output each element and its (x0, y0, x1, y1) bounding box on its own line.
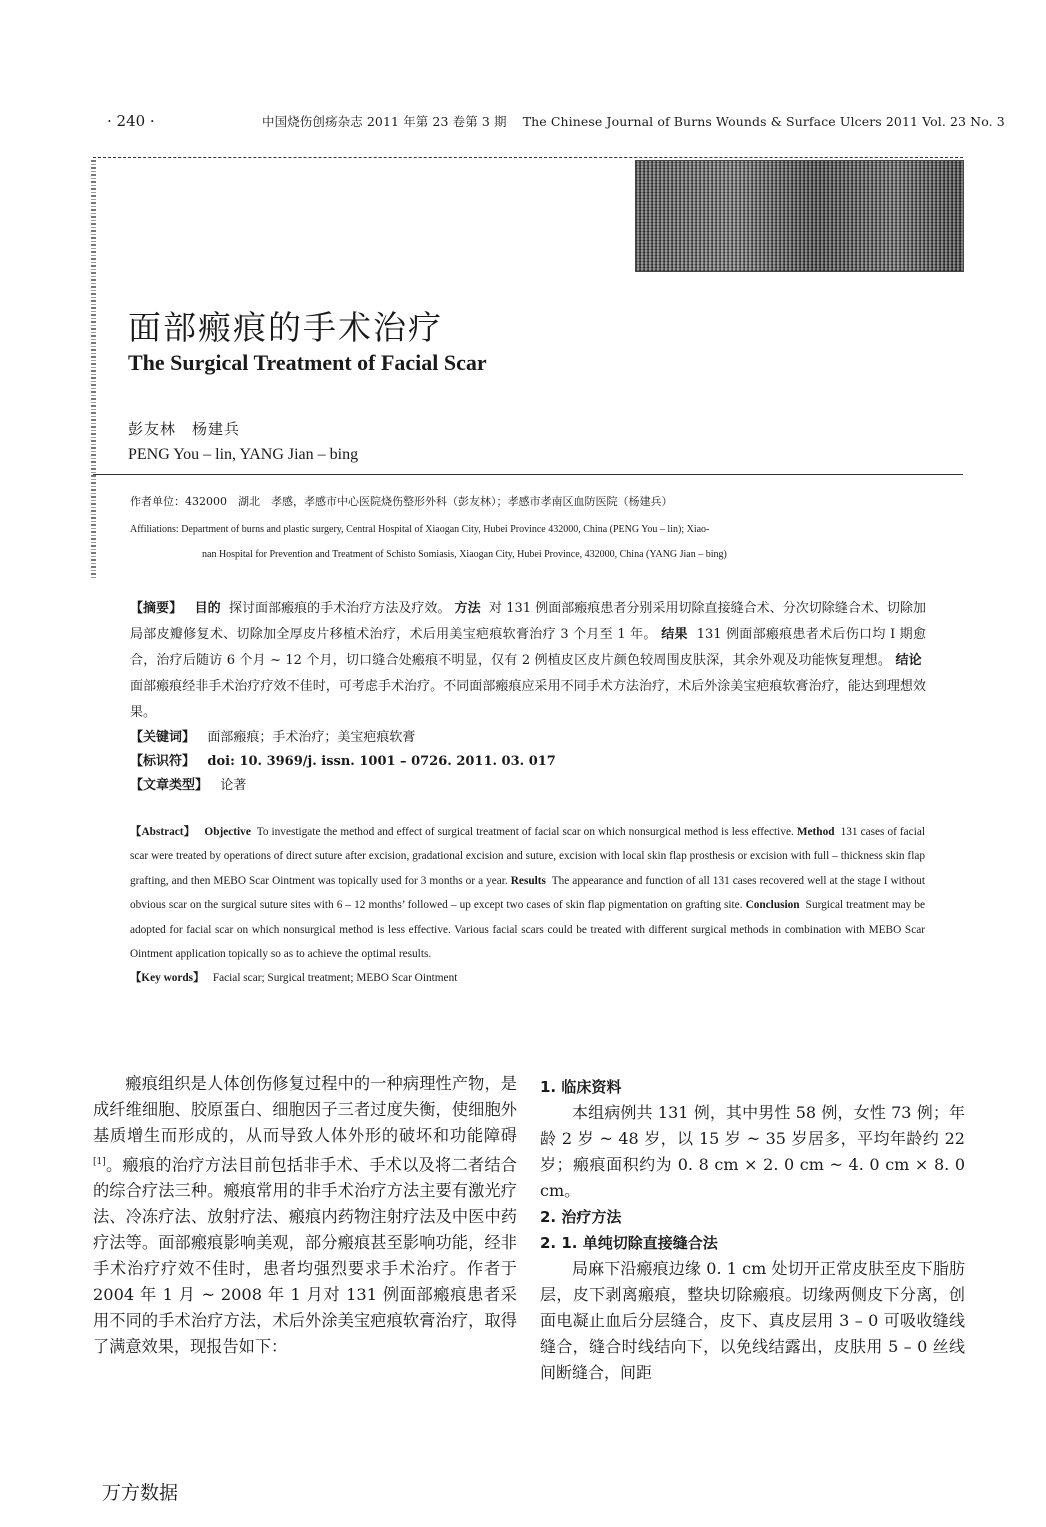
results-text-en: The appearance and function of all 131 cases recovered well at the stage I without obvious scar on the surgical suture sites with 6 – 12 months’ followed – up except two cases of skin flap pigmentation on grafting site. (130, 874, 926, 912)
affiliation-en-line2: nan Hospital for Prevention and Treatment of Schisto Somiasis, Xiaogan City, Hubei Province, 432000, China (YANG Jian – bing) (202, 549, 727, 560)
results-text-cn: 131 例面部瘢痕患者术后伤口均 I 期愈合，治疗后随访 6 个月 ~ 12 个月，切口缝合处瘢痕不明显，仅有 2 例植皮区皮片颜色较周围皮肤深，其余外观及功能恢复理想。 (130, 627, 926, 668)
page-number: · 240 · (107, 112, 155, 130)
abstract-en-label: 【Abstract】 (130, 826, 196, 838)
doi-value: doi: 10. 3969/j. issn. 1001 – 0726. 2011. 03. 017 (207, 754, 556, 769)
keywords-cn: 面部瘢痕；手术治疗；美宝疤痕软膏 (207, 730, 416, 745)
section-heading-2: 2. 治疗方法 (540, 1208, 622, 1226)
method-paragraph: 局麻下沿瘢痕边缘 0. 1 cm 处切开正常皮肤至皮下脂肪层，皮下剥离瘢痕，整块切除瘢痕。切缘两侧皮下分离，创面电凝止血后分层缝合，皮下、真皮层用 3 – 0 可吸收缝线缝合，缝合时线结向下，以免线结露出，皮肤用 5 – 0 丝线间断缝合，间距 (540, 1259, 965, 1382)
header-rule (93, 157, 963, 158)
objective-text-en: To investigate the method and effect of surgical treatment of facial scar on which nonsurgical method is less effective. (256, 826, 794, 838)
clinical-data-paragraph: 本组病例共 131 例，其中男性 58 例，女性 73 例；年龄 2 岁 ~ 48 岁，以 15 岁 ~ 35 岁居多，平均年龄约 22 岁；瘢痕面积约为 0. 8 cm × 2. 0 cm ~ 4. 0 cm × 8. 0 cm。 (540, 1103, 965, 1200)
objective-label-en: Objective (204, 826, 251, 838)
article-type-label: 【文章类型】 (130, 778, 209, 793)
method-text-en: 131 cases of facial scar were treated by operations of direct suture after excision, gradational excision and suture, excision with local skin flap prosthesis or excision with full – thickness skin flap grafting, and then MEBO Scar Ointment was topically used for 3 months or a year. (130, 826, 925, 887)
watermark-text: 万方数据 (102, 1482, 179, 1504)
article-title-cn: 面部瘢痕的手术治疗 (128, 308, 443, 347)
doi-label: 【标识符】 (130, 754, 196, 769)
running-header (262, 112, 1005, 130)
decorative-banner-image (635, 160, 964, 272)
body-column-left (93, 1071, 517, 1360)
abstract-en-body (130, 820, 925, 966)
authors-en: PENG You – lin, YANG Jian – bing (128, 446, 359, 463)
section-heading-1: 1. 临床资料 (540, 1078, 622, 1096)
affiliation-cn: 作者单位：432000 湖北 孝感，孝感市中心医院烧伤整形外科（彭友林）；孝感市孝南区血防医院（杨建兵） (130, 495, 673, 508)
section-heading-2-1: 2. 1. 单纯切除直接缝合法 (540, 1234, 718, 1252)
authors-cn: 彭友林 杨建兵 (128, 420, 241, 438)
abstract-cn-body (130, 596, 926, 726)
conclusion-label-cn: 结论 (895, 653, 922, 668)
abstract-en (130, 820, 925, 991)
abstract-cn-label: 【摘要】 (130, 601, 183, 616)
keywords-en: Facial scar; Surgical treatment; MEBO Scar Ointment (212, 972, 458, 985)
intro-text-b: 。瘢痕的治疗方法目前包括非手术、手术以及将二者结合的综合疗法三种。瘢痕常用的非手术治疗方法主要有激光疗法、冷冻疗法、放射疗法、瘢痕内药物注射疗法及中医中药疗法等。面部瘢痕影响美观，部分瘢痕甚至影响功能，经非手术治疗疗效不佳时，患者均强烈要求手术治疗。作者于 2004 年 1 月 ~ 2008 年 1 月对 131 例面部瘢痕患者采用不同的手术治疗方法，术后外涂美宝疤痕软膏治疗，取得了满意效果，现报告如下： (93, 1155, 517, 1357)
method-label-cn: 方法 (454, 601, 481, 616)
intro-text-a: 瘢痕组织是人体创伤修复过程中的一种病理性产物，是成纤维细胞、胶原蛋白、细胞因子三者过度失衡，使细胞外基质增生而形成的，从而导致人体外形的破坏和功能障碍 (93, 1074, 517, 1145)
keywords-row-cn (130, 726, 926, 750)
keywords-label-en: 【Key words】 (130, 972, 205, 985)
objective-text-cn: 探讨面部瘢痕的手术治疗方法及疗效。 (229, 601, 451, 616)
objective-label-cn: 目的 (194, 601, 221, 616)
conclusion-text-cn: 面部瘢痕经非手术治疗疗效不佳时，可考虑手术治疗。不同面部瘢痕应采用不同手术方法治疗，术后外涂美宝疤痕软膏治疗，能达到理想效果。 (130, 679, 926, 720)
conclusion-text-en: Surgical treatment may be adopted for facial scar on which nonsurgical method is less effective. Various facial scars could be treated with different surgical methods in combination with MEBO Scar Ointment application topically so as to achieve the optimal results. (130, 899, 926, 961)
journal-title-en: The Chinese Journal of Burns Wounds & Surface Ulcers 2011 Vol. 23 No. 3 (522, 114, 1005, 129)
article-title-en: The Surgical Treatment of Facial Scar (128, 350, 487, 375)
method-label-en: Method (796, 826, 835, 838)
method-text-cn: 对 131 例面部瘢痕患者分别采用切除直接缝合术、分次切除缝合术、切除加局部皮瓣修复术、切除加全厚皮片移植术治疗，术后用美宝疤痕软膏治疗 3 个月至 1 年。 (130, 601, 926, 642)
doi-row (130, 750, 926, 774)
results-label-en: Results (510, 874, 546, 887)
keywords-label-cn: 【关键词】 (130, 730, 196, 745)
article-type-value: 论著 (220, 778, 247, 793)
affiliation-en-line1: Affiliations: Department of burns and plastic surgery, Central Hospital of Xiaogan City, Hubei Province 432000, China (PENG You – lin); Xiao- (130, 524, 710, 535)
abstract-cn (130, 596, 926, 798)
margin-pattern (91, 160, 96, 580)
conclusion-label-en: Conclusion (745, 899, 800, 912)
journal-title-cn: 中国烧伤创疡杂志 2011 年第 23 卷第 3 期 (262, 114, 507, 129)
intro-paragraph (93, 1071, 517, 1360)
results-label-cn: 结果 (661, 627, 688, 642)
body-column-right (540, 1074, 965, 1386)
article-type-row (130, 774, 926, 798)
keywords-row-en (130, 966, 925, 990)
citation-1[interactable]: [1] (93, 1157, 106, 1167)
author-rule (93, 474, 963, 475)
affiliation-en (130, 517, 962, 567)
